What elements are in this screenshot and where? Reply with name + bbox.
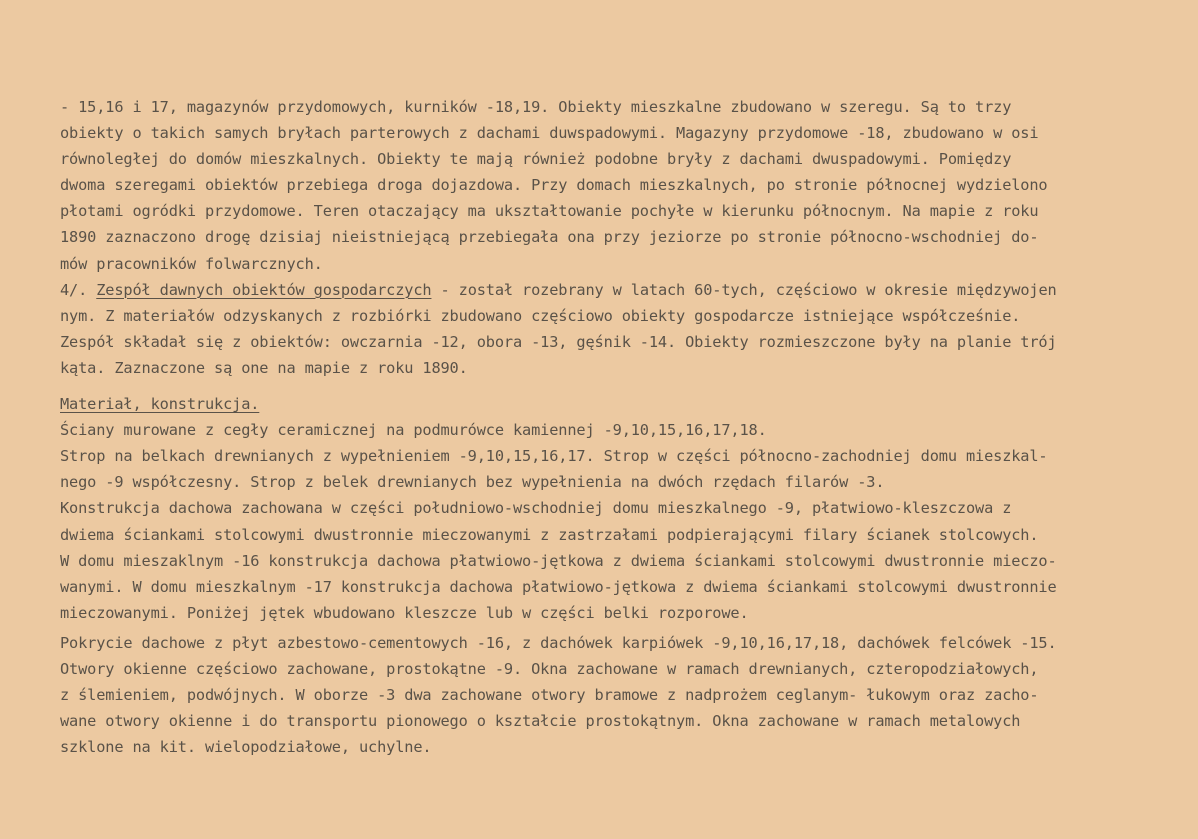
text-line: Konstrukcja dachowa zachowana w części południowo-wschodniej domu mieszkalnego -9, płatwiowo-kleszczowa z — [60, 499, 1012, 518]
text-line: mów pracowników folwarcznych. — [60, 254, 323, 273]
text-line: - 15,16 i 17, magazynów przydomowych, kurników -18,19. Obiekty mieszkalne zbudowano w szeregu. Są to trzy — [60, 98, 1012, 116]
text-line: dwiema ściankami stolcowymi dwustronnie mieczowanymi z zastrzałami podpierającymi filary ścianek stolcowych. — [60, 525, 1039, 544]
text-line: W domu mieszaklnym -16 konstrukcja dachowa płatwiowo-jętkowa z dwiema ściankami stolcowymi dwustronnie mieczo- — [60, 551, 1057, 570]
section-4-first-line — [60, 277, 1198, 303]
text-line: kąta. Zaznaczone są one na mapie z roku 1890. — [60, 358, 468, 377]
materials-heading-line — [60, 391, 1198, 417]
text-line: Zespół składał się z obiektów: owczarnia -12, obora -13, gęśnik -14. Obiekty rozmieszczone były na planie trój — [60, 332, 1057, 351]
text-line: Strop na belkach drewnianych z wypełnieniem -9,10,15,16,17. Strop w części północno-zachodniej domu mieszkal- — [60, 447, 1048, 466]
text-line: dwoma szeregami obiektów przebiega droga dojazdowa. Przy domach mieszkalnych, po stronie północnej wydzielono — [60, 176, 1048, 195]
text-line: 1890 zaznaczono drogę dzisiaj nieistniejącą przebiegała ona przy jeziorze po stronie północno-wschodniej do- — [60, 228, 1039, 247]
text-line: nym. Z materiałów odzyskanych z rozbiórki zbudowano częściowo obiekty gospodarcze istniejące współcześnie. — [60, 306, 1021, 325]
section-heading: Zespół dawnych obiektów gospodarczych — [96, 280, 432, 299]
text-line: równoległej do domów mieszkalnych. Obiekty te mają również podobne bryły z dachami dwuspadowymi. Pomiędzy — [60, 150, 1012, 169]
text-line: Ściany murowane z cegły ceramicznej na podmurówce kamiennej -9,10,15,16,17,18. — [60, 421, 767, 440]
text-line: Pokrycie dachowe z płyt azbestowo-cementowych -16, z dachówek karpiówek -9,10,16,17,18, dachówek felcówek -15. — [60, 633, 1057, 652]
text-line: szklone na kit. wielopodziałowe, uchylne. — [60, 738, 432, 757]
text-line: nego -9 współczesny. Strop z belek drewnianych bez wypełnienia na dwóch rzędach filarów -3. — [60, 473, 885, 492]
text-line: mieczowanymi. Poniżej jętek wbudowano kleszcze lub w części belki rozporowe. — [60, 603, 749, 622]
materials-heading: Materiał, konstrukcja. — [60, 395, 260, 414]
section-number: 4/. — [60, 280, 97, 299]
document-body — [60, 94, 1198, 760]
text-line: wane otwory okienne i do transportu pionowego o kształcie prostokątnym. Okna zachowane w ramach metalowych — [60, 712, 1021, 731]
text-line: płotami ogródki przydomowe. Teren otaczający ma ukształtowanie pochyłe w kierunku północnym. Na mapie z roku — [60, 202, 1039, 221]
section-4-text: - został rozebrany w latach 60-tych, częściowo w okresie międzywojen — [431, 280, 1057, 299]
text-line: wanymi. W domu mieszkalnym -17 konstrukcja dachowa płatwiowo-jętkowa z dwiema ściankami stolcowymi dwustronnie — [60, 577, 1057, 596]
text-line: z ślemieniem, podwójnych. W oborze -3 dwa zachowane otwory bramowe z nadprożem ceglanym- łukowym oraz zacho- — [60, 686, 1039, 705]
paragraph-gap — [60, 381, 1198, 391]
text-line: Otwory okienne częściowo zachowane, prostokątne -9. Okna zachowane w ramach drewnianych, czteropodziałowych, — [60, 659, 1039, 678]
text-line: obiekty o takich samych bryłach parterowych z dachami duwspadowymi. Magazyny przydomowe -18, zbudowano w osi — [60, 124, 1039, 143]
